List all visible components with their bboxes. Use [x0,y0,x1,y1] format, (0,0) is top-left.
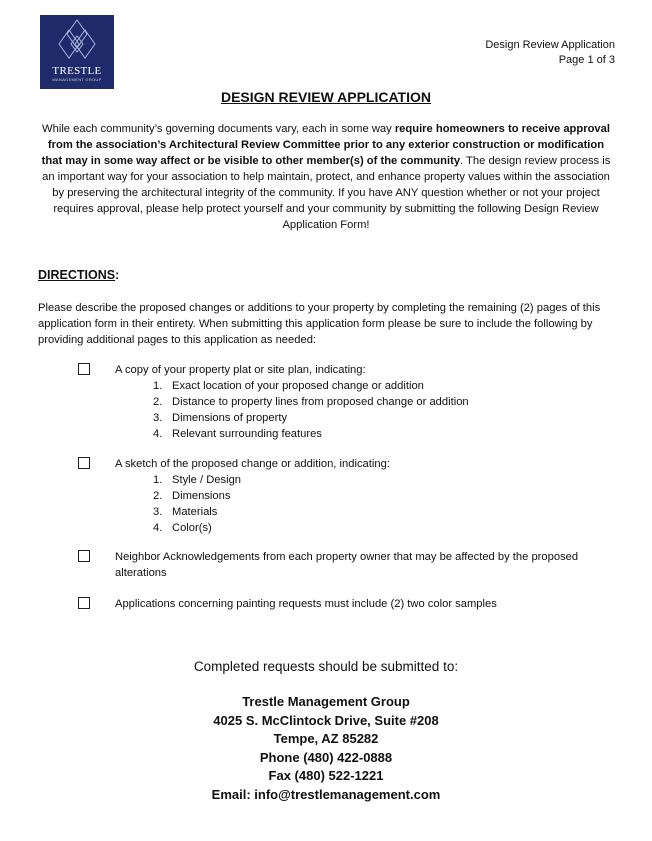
checklist-item-label: A sketch of the proposed change or addition, indicating: [115,458,390,470]
checklist-item-painting [78,596,618,612]
list-item [153,472,618,488]
checklist-item-label: A copy of your property plat or site plan, indicating: [115,364,366,376]
list-text: Color(s) [172,522,212,534]
list-number: 3. [153,506,163,518]
list-item [153,488,618,504]
list-item [153,394,618,410]
list-text: Relevant surrounding features [172,428,322,440]
contact-fax: Fax (480) 522-1221 [268,768,384,783]
list-text: Dimensions [172,490,231,502]
trestle-logo [40,15,114,89]
contact-city: Tempe, AZ 85282 [273,731,379,746]
intro-text-1: While each community’s governing documents vary, each in some way [42,123,395,135]
list-number: 3. [153,412,163,424]
checkbox[interactable] [78,457,90,469]
logo-subtitle: MANAGEMENT GROUP [52,77,102,82]
list-item [153,426,618,442]
checklist-item-label: Neighbor Acknowledgements from each property owner that may be affected by the proposed alterations [115,551,579,579]
list-number: 4. [153,428,163,440]
intro-bold-text: require homeowners to receive approval from the association’s Architectural Review Committee prior to any exterior construction or modification that may in some way affect or be visible to other member(s) of the community [41,123,610,167]
directions-colon: : [115,268,120,282]
contact-phone: Phone (480) 422-0888 [259,749,393,765]
directions-text: Please describe the proposed changes or additions to your property by completing the remaining (2) pages of this application form in their entirety. When submitting this application form please be sure to include the following by providing additional pages to this application as needed: [38,302,601,346]
checklist-item-neighbor [78,549,618,581]
checklist-item-sketch [78,456,618,536]
list-item [153,520,618,536]
submit-instructions: Completed requests should be submitted to: [193,659,459,674]
list-item [153,504,618,520]
logo-name: TRESTLE [52,65,102,77]
list-number: 1. [153,474,163,486]
page-title: DESIGN REVIEW APPLICATION [220,89,431,105]
intro-text-2: . The design review process is an important way for your association to help maintain, protect, and enhance property values within the association by preserving the architectural integrity of the community. If you have ANY question whether or not your project requires approval, please help protect yourself and your community by submitting the following Design Review Application Form! [42,155,611,231]
list-item [153,378,618,394]
contact-email: Email: info@trestlemanagement.com [211,786,441,802]
list-text: Exact location of your proposed change or addition [172,380,424,392]
checklist-item-label: Applications concerning painting requests must include (2) two color samples [115,598,497,610]
sketch-sublist [153,472,618,536]
directions-heading [38,268,119,282]
plat-sublist [153,378,618,442]
intro-paragraph [38,121,614,233]
checklist-item-plat [78,362,618,442]
list-text: Dimensions of property [172,412,288,424]
header-doc-name: Design Review Application [485,39,615,51]
list-text: Materials [172,506,218,518]
checkbox[interactable] [78,550,90,562]
list-number: 1. [153,380,163,392]
list-number: 2. [153,490,163,502]
trestle-logo-icon [57,18,97,64]
contact-company: Trestle Management Group [242,694,410,709]
checkbox[interactable] [78,363,90,375]
list-number: 2. [153,396,163,408]
checkbox[interactable] [78,597,90,609]
page-header [485,38,615,68]
contact-block [0,693,652,804]
list-text: Distance to property lines from proposed change or addition [172,396,469,408]
header-page-number: Page 1 of 3 [558,54,615,66]
list-text: Style / Design [172,474,242,486]
list-item [153,410,618,426]
list-number: 4. [153,522,163,534]
contact-address: 4025 S. McClintock Drive, Suite #208 [213,712,439,728]
directions-label: DIRECTIONS [38,268,116,282]
